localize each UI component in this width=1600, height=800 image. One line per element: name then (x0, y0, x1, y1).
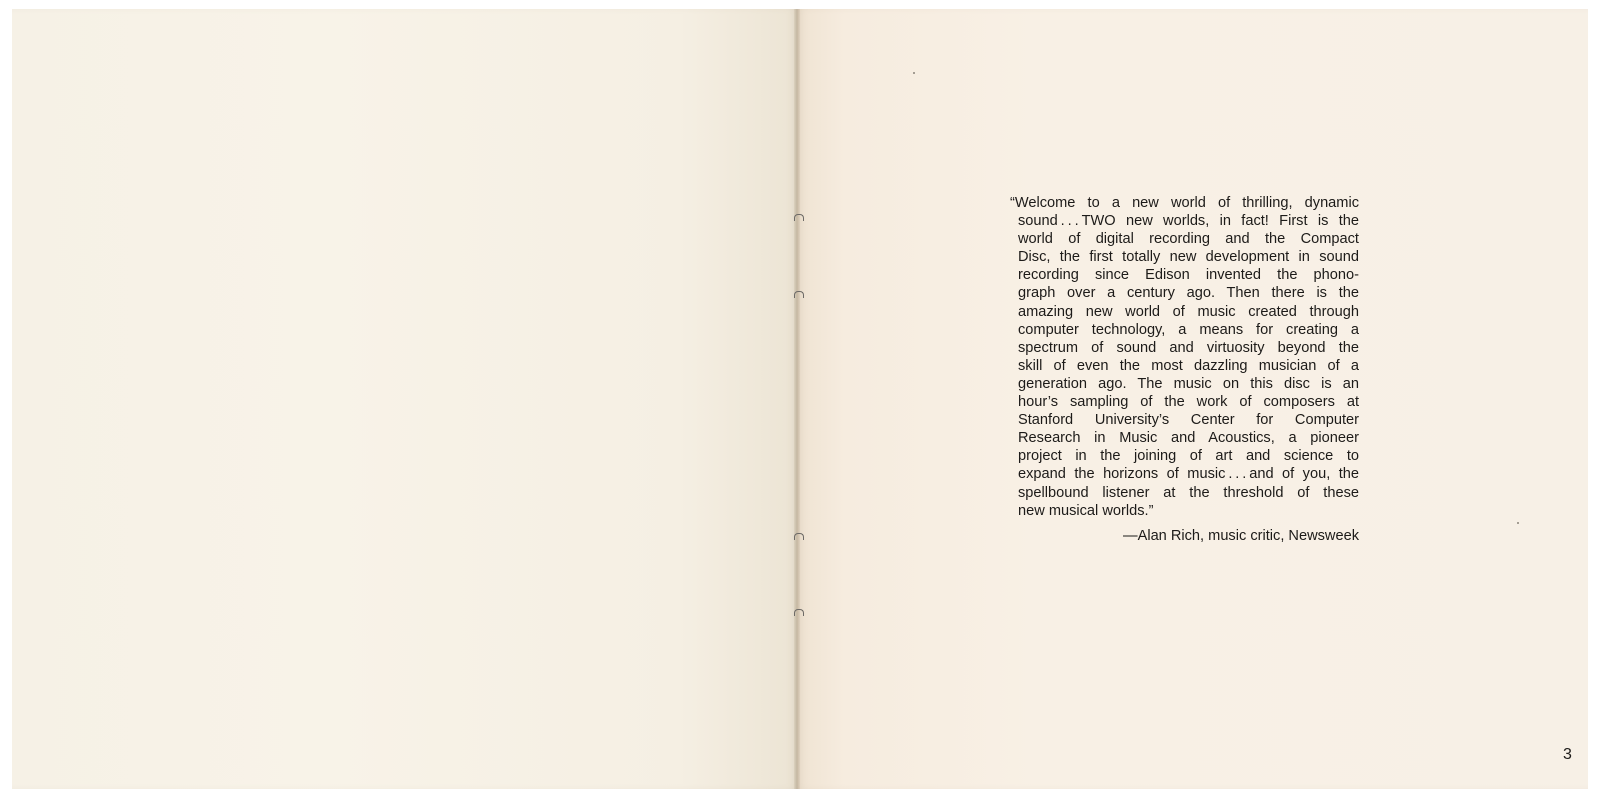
staple-hole-3 (794, 533, 804, 540)
staple-hole-4 (794, 609, 804, 616)
quote-line: Stanford University’s Center for Computer (1018, 412, 1359, 429)
quote-line: generation ago. The music on this disc is an (1018, 375, 1359, 392)
quote-line: expand the horizons of music . . . and of you, the (1018, 466, 1359, 483)
quote-line: computer technology, a means for creating a (1018, 321, 1359, 338)
paper-speck (1517, 522, 1519, 524)
quote-line: new musical worlds.” (1018, 502, 1154, 519)
staple-hole-2 (794, 291, 804, 298)
quote-line: amazing new world of music created through (1018, 303, 1359, 320)
staple-hole-1 (794, 214, 804, 221)
quote-line: world of digital recording and the Compact (1018, 231, 1359, 248)
center-fold-gutter (794, 9, 800, 789)
quote-line: project in the joining of art and science to (1018, 448, 1359, 465)
quote-line: sound . . . TWO new worlds, in fact! First is the (1018, 213, 1359, 230)
quote-line: spellbound listener at the threshold of these (1018, 484, 1359, 501)
quote-line: Research in Music and Acoustics, a pioneer (1018, 430, 1359, 447)
quote-line: spectrum of sound and virtuosity beyond the (1018, 339, 1359, 356)
quote-line: “Welcome to a new world of thrilling, dynamic (1010, 195, 1359, 211)
paper-speck (913, 72, 915, 74)
quote-attribution: —Alan Rich, music critic, Newsweek (1123, 528, 1359, 544)
left-blank-page (12, 9, 797, 789)
quote-line: Disc, the first totally new development in sound (1018, 249, 1359, 266)
quote-paragraph (1010, 194, 1359, 520)
quote-line: graph over a century ago. Then there is the (1018, 285, 1359, 302)
quote-line: skill of even the most dazzling musician of a (1018, 357, 1359, 374)
page-number: 3 (1563, 746, 1572, 763)
quote-line: hour’s sampling of the work of composers at (1018, 394, 1359, 411)
quote-line: recording since Edison invented the phono- (1018, 267, 1359, 284)
